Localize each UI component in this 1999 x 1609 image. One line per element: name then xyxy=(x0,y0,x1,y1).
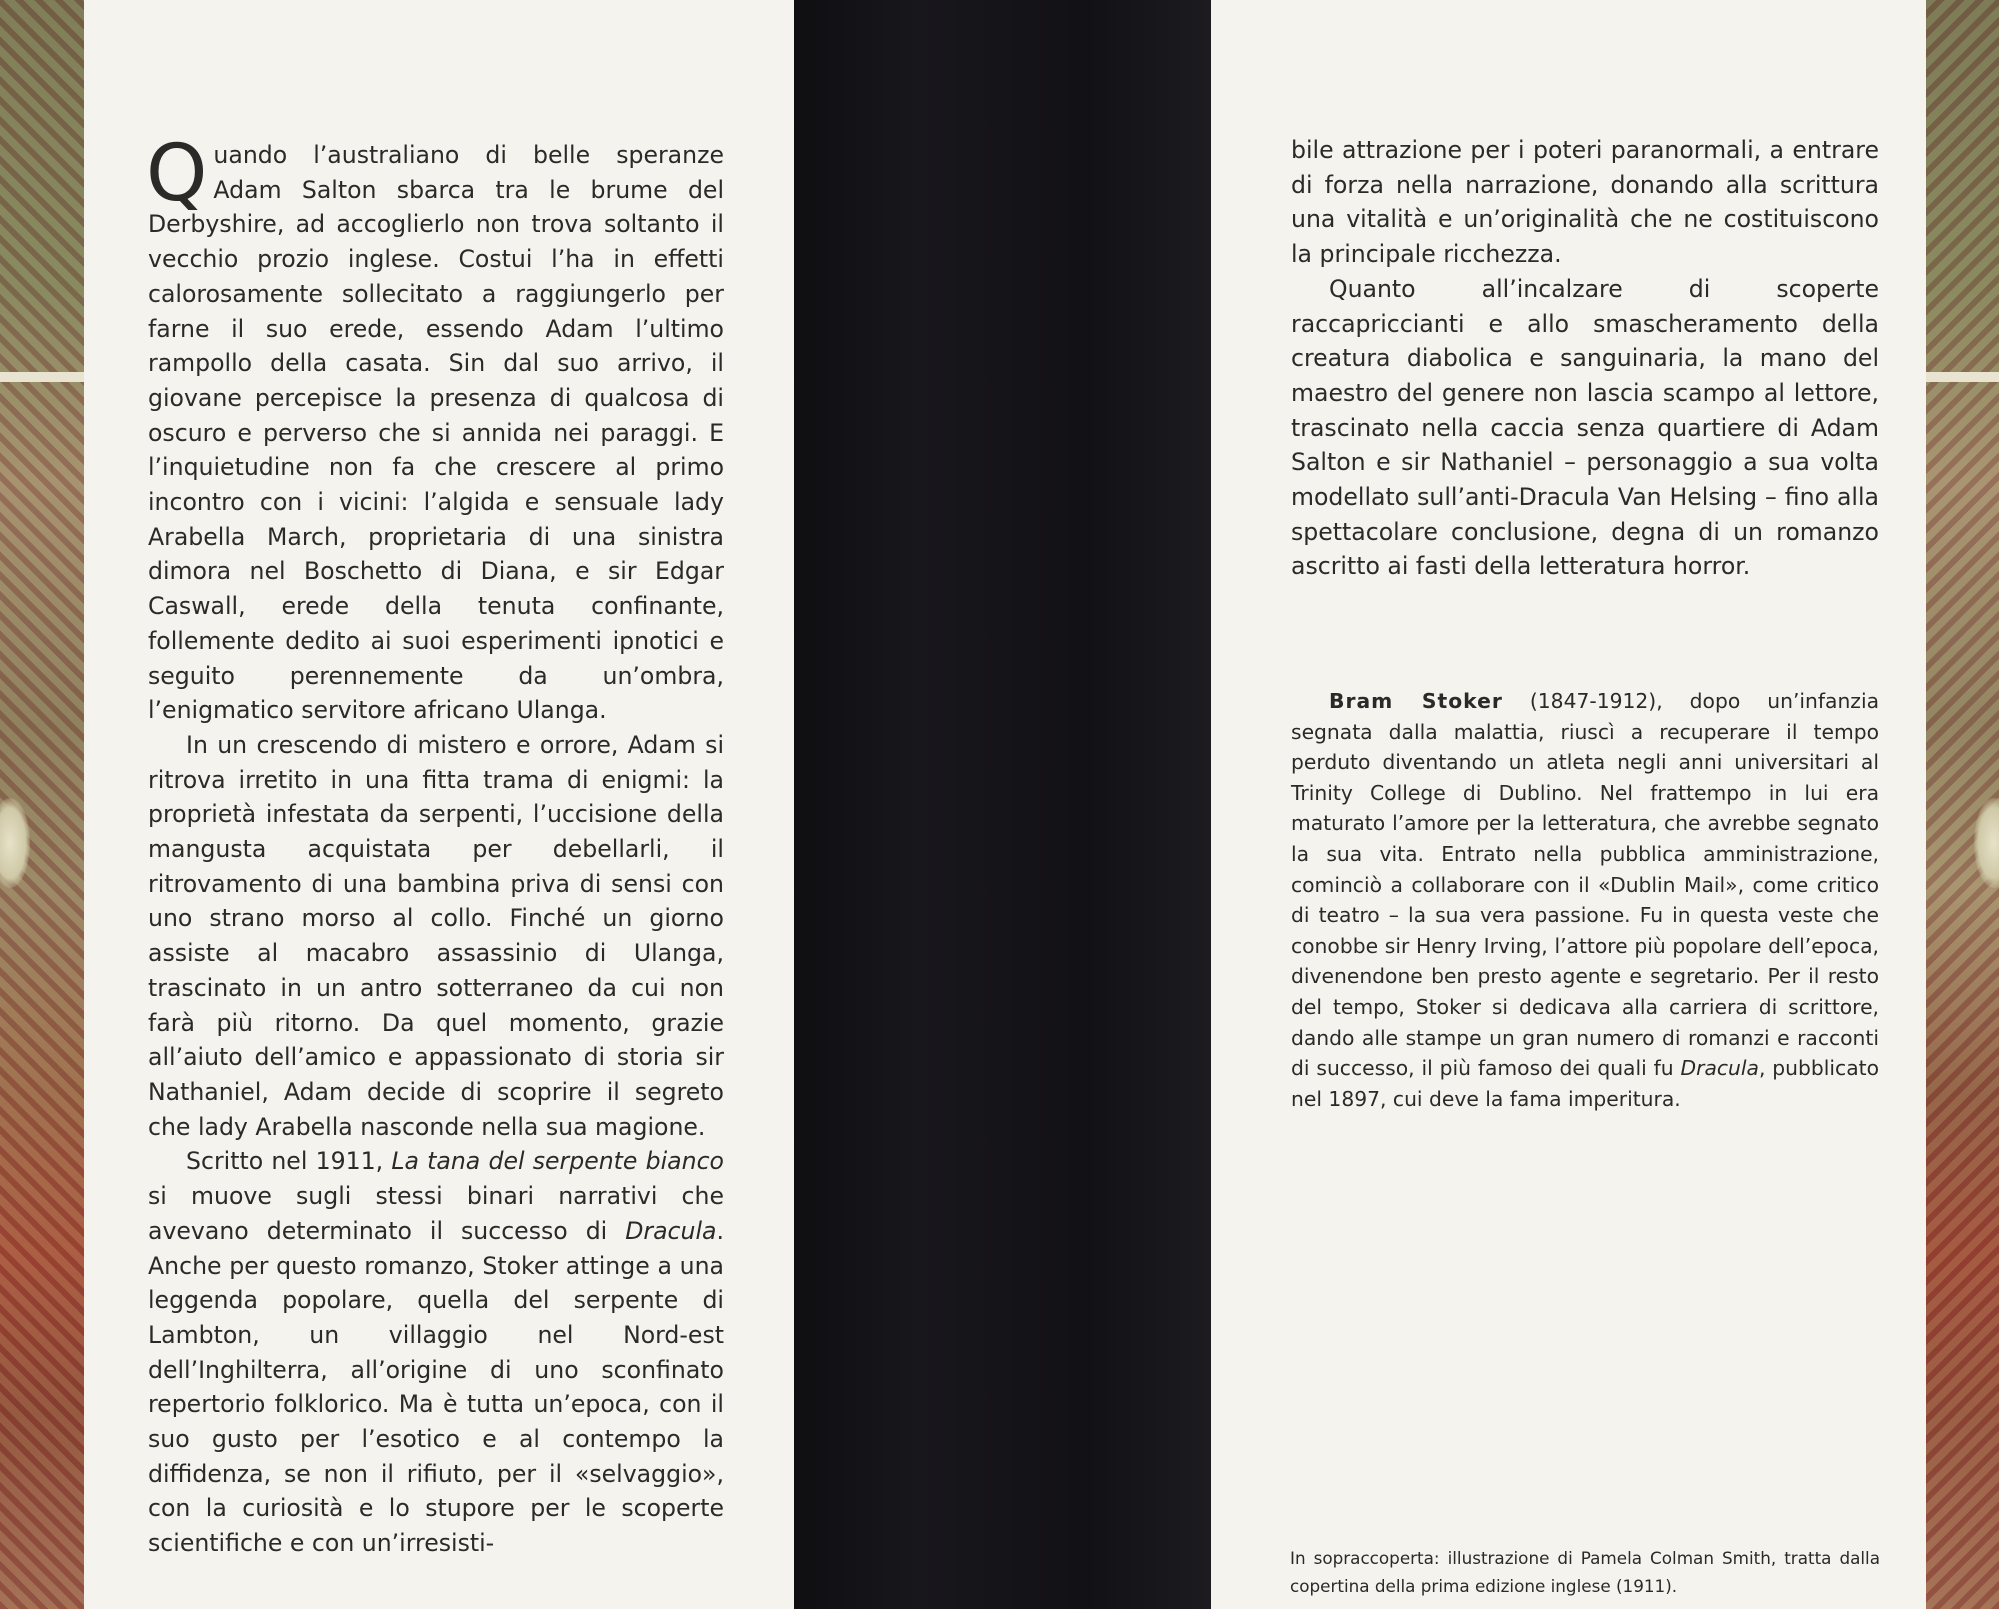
p3-end: . Anche per questo romanzo, Stoker attinge a una leggenda popolare, quella del serpente di Lambton, un villaggio nel Nord-est dell’Inghilterra, all’origine di uno sconfinato repertorio folklorico. Ma è tutta un’epoca, con il suo gusto per l’esotico e al contempo la diffidenza, se non il rifiuto, per il «selvaggio», con la curiosità e lo stupore per le scoperte scientifiche e con un’irresisti- xyxy=(148,1216,724,1558)
dark-gutter xyxy=(794,0,1211,1609)
cover-art-strip-left xyxy=(0,0,84,1609)
p3-start: Scritto nel 1911, xyxy=(186,1147,392,1176)
book-title-italic: La tana del serpente bianco xyxy=(391,1147,724,1176)
dracula-italic: Dracula xyxy=(625,1216,717,1245)
synopsis-paragraph-2: In un crescendo di mistero e orrore, Adam si ritrova irretito in una fitta trama di enigmi: la proprietà infestata da serpenti, l’uccisione della mangusta acquistata per debellarli, il ritrovamento di una bambina priva di sensi con uno strano morso al collo. Finché un giorno assiste al macabro assassinio di Ulanga, trascinato in un antro sotterraneo da cui non farà più ritorno. Da quel momento, grazie all’aiuto dell’amico e appassionato di storia sir Nathaniel, Adam decide di scoprire il segreto che lady Arabella nasconde nella sua magione. xyxy=(148,730,724,1141)
paragraph-1-text: uando l’australiano di belle speranze Adam Salton sbarca tra le brume del Derbyshire, ad accoglierlo non trova soltanto il vecchio prozio inglese. Costui l’ha in effetti calorosamente sollecitato a raggiungerlo per farne il suo erede, essendo Adam l’ultimo rampollo della casata. Sin dal suo arrivo, il giovane percepisce la presenza di qualcosa di oscuro e perverso che si annida nei paraggi. E l’inquietudine non fa che crescere al primo incontro con i vicini: l’algida e sensuale lady Arabella March, proprietaria di una sinistra dimora nel Boschetto di Diana, e sir Edgar Caswall, erede della tenuta confinante, follemente dedito ai suoi esperimenti ipnotici e seguito perennemente da un’ombra, l’enigmatico servitore africano Ulanga. xyxy=(148,141,724,725)
caption-text: In sopraccoperta: illustrazione di Pamela Colman Smith, tratta dalla copertina della prima edizione inglese (1911). xyxy=(1290,1548,1880,1596)
bio-end: , pubblicato nel 1897, cui deve la fama imperitura. xyxy=(1291,1056,1879,1111)
ornament-left xyxy=(0,798,30,888)
synopsis-paragraph-1 xyxy=(146,129,724,728)
bio-start: (1847-1912), dopo un’infanzia segnata dalla malattia, riuscì a recuperare il tempo perduto diventando un atleta negli anni universitari al Trinity College di Dublino. Nel frattempo in lui era maturato l’amore per la letteratura, che avrebbe segnato la sua vita. Entrato nella pubblica amministrazione, cominciò a collaborare con il «Dublin Mail», come critico di teatro – la sua vera passione. Fu in questa veste che conobbe sir Henry Irving, l’attore più popolare dell’epoca, divenendone ben presto agente e segretario. Per il resto del tempo, Stoker si dedicava alla carriera di scrittore, dando alle stampe un gran numero di romanzi e racconti di successo, il più famoso dei quali fu xyxy=(1291,689,1880,1081)
p3-mid: si muove sugli stessi binari narrativi che avevano determinato il successo di xyxy=(148,1182,724,1245)
right-flap-text xyxy=(1291,133,1879,584)
bio-dracula-italic: Dracula xyxy=(1680,1056,1759,1081)
cover-art-strip-right xyxy=(1926,0,1999,1609)
synopsis-paragraph-3 xyxy=(148,1144,724,1560)
bio-paragraph xyxy=(1291,686,1879,1114)
synopsis-paragraph-4: bile attrazione per i poteri paranormali, a entrare di forza nella narrazione, donando alla scrittura una vitalità e un’originalità che ne costituiscono la principale ricchezza. xyxy=(1291,136,1879,269)
author-name: Bram Stoker xyxy=(1329,689,1503,713)
cover-credit-caption xyxy=(1290,1544,1880,1600)
synopsis-paragraph-5: Quanto all’incalzare di scoperte raccapriccianti e allo smascheramento della creatura diabolica e sanguinaria, la mano del maestro del genere non lascia scampo al lettore, trascinato nella caccia senza quartiere di Adam Salton e sir Nathaniel – personaggio a sua volta modellato sull’anti-Dracula Van Helsing – fino alla spettacolare conclusione, degna di un romanzo ascritto ai fasti della letteratura horror. xyxy=(1291,274,1879,581)
ornament-right xyxy=(1974,798,1999,888)
author-biography xyxy=(1291,686,1879,1114)
left-flap-text xyxy=(146,129,724,1561)
drop-cap: Q xyxy=(146,129,208,219)
